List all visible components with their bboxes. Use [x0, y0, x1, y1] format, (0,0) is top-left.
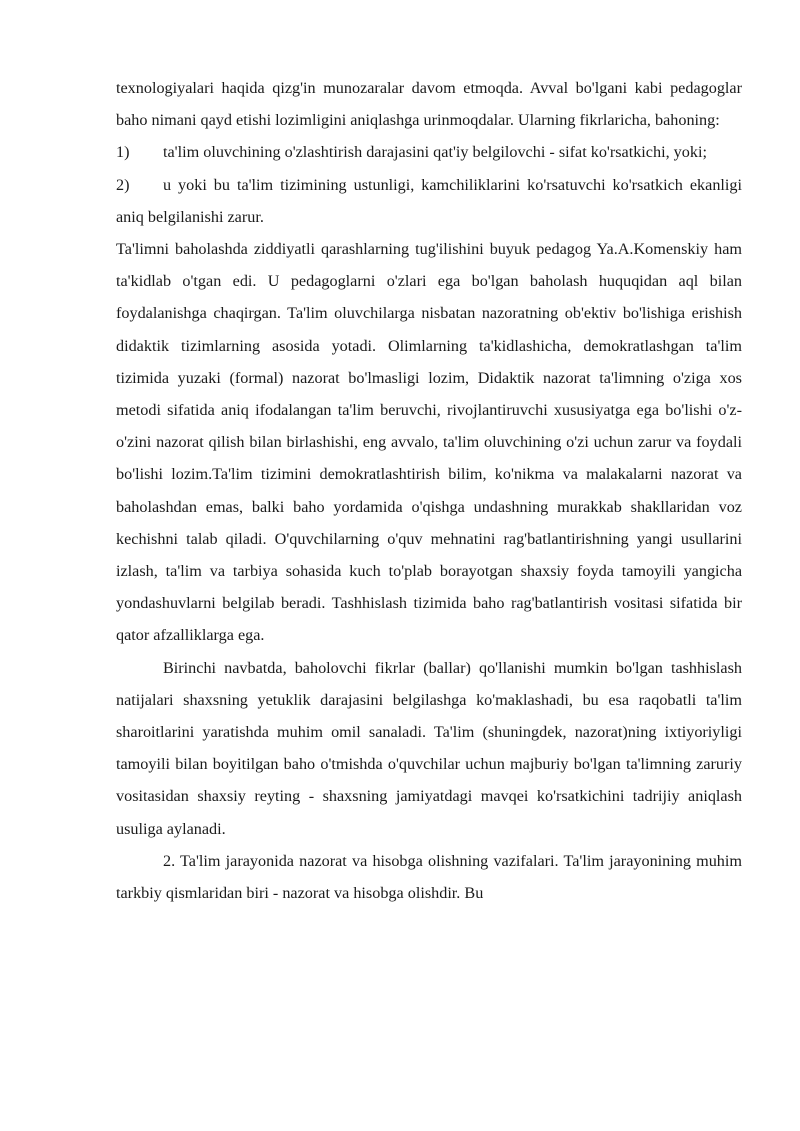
indented-paragraph-2: 2. Ta'lim jarayonida nazorat va hisobga olishning vazifalari. Ta'lim jarayonining muhim tarkbiy qismlaridan biri - nazorat va hisobga olishdir. Bu — [116, 851, 742, 903]
intro-paragraph: texnologiyalari haqida qizg'in munozaralar davom etmoqda. Avval bo'lgani kabi pedagoglar baho nimani qayd etishi lozimligini aniqlashga urinmoqdalar. Ularning fikrlaricha, bahoning: — [116, 79, 742, 130]
indented-paragraph-1: Birinchi navbatda, baholovchi fikrlar (ballar) qo'llanishi mumkin bo'lgan tashhislash natijalari shaxsning yetuklik darajasini belgilashga ko'maklashadi, bu esa raqobatli ta'lim sharoitlarini yaratishda muhim omil sanaladi. Ta'lim (shuningdek, nazorat)ning ixtiyoriyligi tamoyili bilan boyitilgan baho o'tmishda o'quvchilar uchun majburiy bo'lgan ta'limning zaruriy vositasidan shaxsiy reyting - shaxsning jamiyatdagi mavqei ko'rsatkichini tadrijiy aniqlash usuliga aylanadi. — [116, 658, 742, 838]
list-item-1 — [116, 136, 742, 168]
list-number-1: 1) — [116, 143, 130, 162]
body-paragraph: Ta'limni baholashda ziddiyatli qarashlarning tug'ilishini buyuk pedagog Ya.A.Komenskiy ham ta'kidlab o'tgan edi. U pedagoglarni o'zlari ega bo'lgan baholash huquqidan aql bilan foydalanishga chaqirgan. Ta'lim oluvchilarga nisbatan nazoratning ob'ektiv bo'lishiga erishish didaktik tizimlarning asosida yotadi. Olimlarning ta'kidlashicha, demokratlashgan ta'lim tizimida yuzaki (formal) nazorat bo'lmasligi lozim, Didaktik nazorat ta'limning o'ziga xos metodi sifatida aniq ifodalangan ta'lim beruvchi, rivojlantiruvchi xususiyatga ega bo'lishi o'z-o'zini nazorat qilish bilan birlashishi, eng avvalo, ta'lim oluvchining o'zi uchun zarur va foydali bo'lishi lozim.Ta'lim tizimini demokratlashtirish bilim, ko'nikma va malakalarni nazorat va baholashdan emas, balki baho yordamida o'qishga undashning murakkab shakllaridan voz kechishni talab qiladi. O'quvchilarning o'quv mehnatini rag'batlantirishning yangi usullarini izlash, ta'lim va tarbiya sohasida kuch to'plab borayotgan shaxsiy foyda tamoyili yangicha yondashuvlarni belgilab beradi. Tashhislash tizimida baho rag'batlantirish vositasi sifatida bir qator afzalliklarga ega. — [116, 240, 742, 645]
list-item-2 — [116, 169, 742, 233]
list-text-2: u yoki bu ta'lim tizimining ustunligi, kamchiliklarini ko'rsatuvchi ko'rsatkich ekanligi aniq belgilanishi zarur. — [116, 175, 742, 226]
list-text-1: ta'lim oluvchining o'zlashtirish darajasini qat'iy belgilovchi - sifat ko'rsatkichi, yoki; — [163, 143, 707, 162]
list-number-2: 2) — [116, 175, 130, 194]
document-page — [116, 72, 742, 909]
